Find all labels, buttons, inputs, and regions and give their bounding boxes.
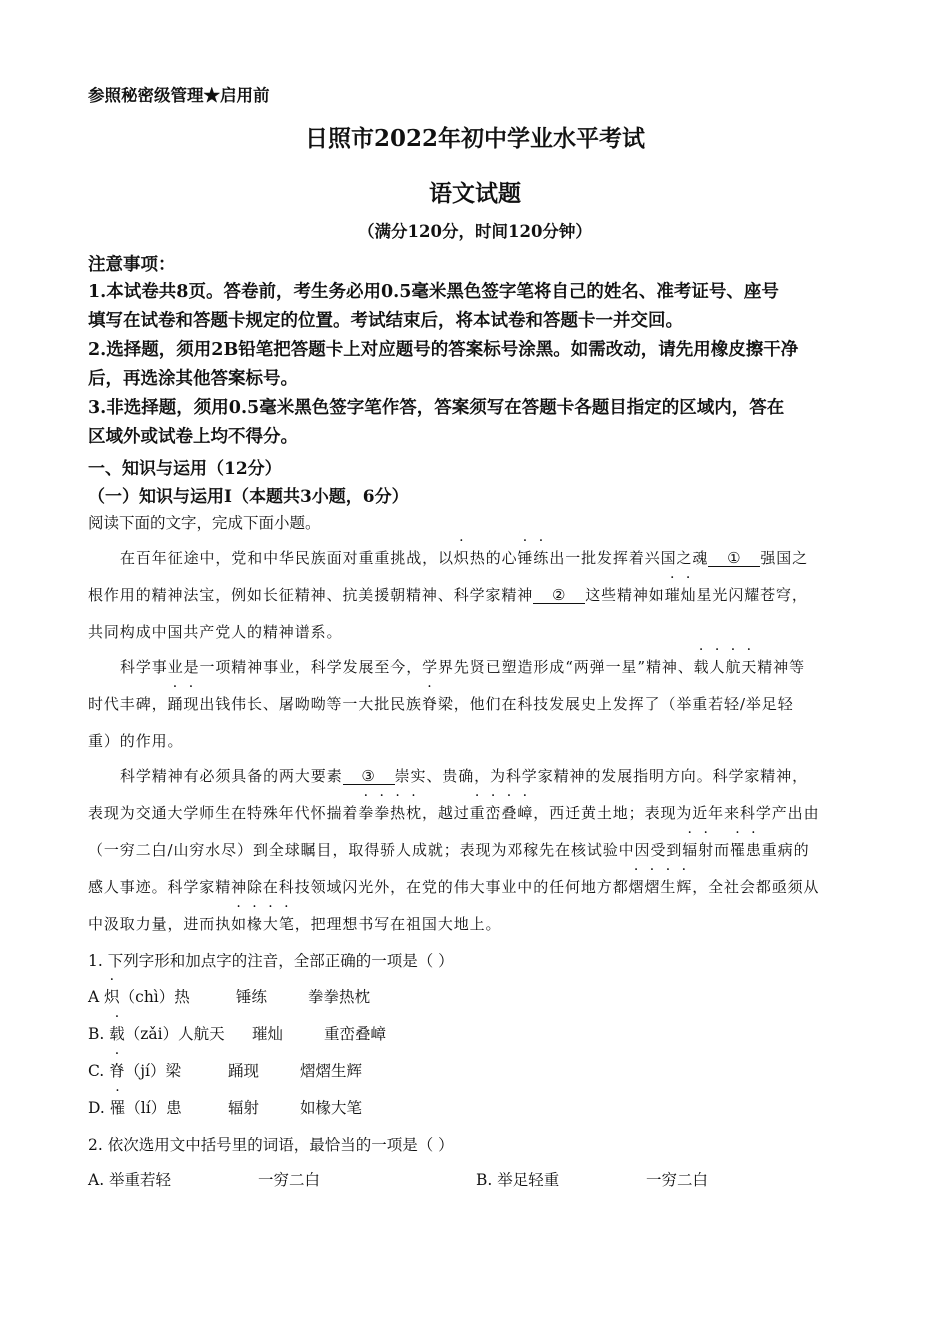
blank-1: ① [708, 550, 760, 567]
text: 出钱伟长、屠呦呦等一大批民族 [199, 695, 422, 713]
dotted-char: 射 [698, 841, 715, 859]
passage-line: 重）的作用。 [88, 732, 184, 750]
option-letter: A [88, 988, 105, 1006]
text: 科学事业是一项精神事业，科学发展至今，学界先贤已塑造形成“两弹一星”精神、 [120, 658, 694, 676]
question-2-stem: 2. 依次选用文中括号里的词语，最恰当的一项是（ ） [88, 1136, 454, 1154]
option-text: （chì）热 [119, 988, 190, 1006]
dotted-char: 大 [262, 915, 279, 933]
dotted-char: 练 [533, 549, 550, 567]
dotted-char: 熠 [628, 878, 645, 896]
text: 这些精神如 [585, 586, 665, 604]
question-1-stem: 1. 下列字形和加点字的注音，全部正确的一项是（ ） [88, 952, 454, 970]
passage-line [120, 656, 805, 677]
passage-line [88, 802, 819, 823]
passage-line [88, 876, 819, 897]
dotted-char: 锤 [517, 549, 534, 567]
dotted-char: 生 [660, 878, 677, 896]
blank-3: ③ [343, 768, 395, 785]
dotted-char: 罹 [729, 841, 746, 859]
dotted-char: 灿 [680, 586, 697, 604]
q1-option-d-word3: 如椽大笔 [300, 1099, 363, 1117]
q2-option-b[interactable]: B. 举足轻重 [476, 1171, 560, 1189]
option-letter: C. [88, 1062, 110, 1080]
subject-title: 语文试题 [429, 180, 521, 207]
text: 根作用的精神法宝，例如长征精神、抗美援朝精神、科学家精神 [88, 586, 534, 604]
text: 时代丰碑， [88, 695, 168, 713]
dotted-char: 拳 [374, 804, 391, 822]
dotted-char: 脊 [421, 695, 438, 713]
dotted-char: 载 [693, 658, 710, 676]
dotted-char: 如 [231, 915, 248, 933]
q1-option-a-word2: 锤练 [236, 988, 268, 1006]
q1-option-d-word2: 辐射 [228, 1099, 260, 1117]
dotted-char: 椽 [247, 915, 263, 933]
dotted-char: 踊 [167, 695, 184, 713]
text: 在百年征途中，党和中华民族面对重重挑战，以 [120, 549, 454, 567]
dotted-char: 脊 [109, 1062, 125, 1080]
option-letter: D. [88, 1099, 110, 1117]
q1-option-a[interactable] [88, 985, 190, 1007]
passage-line [88, 693, 794, 714]
notes-line: 1.本试卷共8页。答卷前，考生务必用0.5毫米黑色签字笔将自己的姓名、准考证号、座号 [88, 282, 779, 302]
text: ，西迁黄土地；表现为近年来科学产出由 [533, 804, 820, 822]
text: 强国之 [760, 549, 809, 567]
text: 精神等 [757, 658, 805, 676]
notes-line: 后，再选涂其他答案标号。 [88, 369, 298, 389]
dotted-char: 峦 [485, 804, 502, 822]
dotted-char: 航 [725, 658, 742, 676]
notes-line: 3.非选择题，须用0.5毫米黑色签字笔作答，答案须写在答题卡各题目指定的区域内，答在 [88, 398, 785, 418]
q2-option-b-word2: 一穷二白 [646, 1171, 709, 1189]
passage-line: 共同构成中国共产党人的精神谱系。 [88, 623, 343, 641]
dotted-char: 天 [741, 658, 758, 676]
text: （一穷二白/山穷水尽）到全球瞩目，取得骄人成就；表现为邓稼先在核试验中因受到 [88, 841, 683, 859]
text: 感人事迹。科学家精神除在科技领域闪光外，在党的伟大事业中的任何地方都 [88, 878, 629, 896]
text: ，全社会都亟须从 [692, 878, 820, 896]
passage-line [120, 547, 808, 568]
q2-option-a-word2: 一穷二白 [258, 1171, 321, 1189]
q1-option-b[interactable] [88, 1022, 225, 1044]
q1-option-b-word3: 重峦叠嶂 [324, 1025, 387, 1043]
score-time: （满分120分，时间120分钟） [358, 222, 592, 241]
text: 星光闪耀苍穹， [696, 586, 808, 604]
dotted-char: 罹 [109, 1099, 126, 1117]
text: 出一批发挥着兴国之魂 [549, 549, 709, 567]
option-text: （lí）患 [125, 1099, 182, 1117]
exam-title: 日照市2022年初中学业水平考试 [304, 125, 645, 152]
notes-line: 区域外或试卷上均不得分。 [88, 427, 298, 447]
dotted-char: 熠 [644, 878, 661, 896]
passage-line [88, 913, 501, 934]
q2-option-a[interactable]: A. 举重若轻 [88, 1171, 172, 1189]
dotted-char: 人 [709, 658, 726, 676]
text: 热的心 [469, 549, 518, 567]
dotted-char: 嶂 [517, 804, 534, 822]
dotted-char: 现 [183, 695, 200, 713]
passage-line [88, 839, 810, 860]
dotted-char: 枕 [406, 804, 422, 822]
dotted-char: 辐 [682, 841, 699, 859]
q1-option-c[interactable] [88, 1059, 181, 1081]
dotted-char: 炽 [453, 549, 470, 567]
dotted-char: 患 [745, 841, 762, 859]
dotted-char: 载 [109, 1025, 125, 1043]
notes-line: 2.选择题，须用2B铅笔把答题卡上对应题号的答案标号涂黑。如需改动，请先用橡皮擦干净 [88, 340, 799, 360]
dotted-char: 拳 [358, 804, 375, 822]
q1-option-c-word3: 熠熠生辉 [300, 1062, 363, 1080]
dotted-char: 辉 [676, 878, 693, 896]
dotted-char: 叠 [501, 804, 518, 822]
part1-heading: 一、知识与运用（12分） [88, 459, 282, 479]
option-text: （jí）梁 [124, 1062, 181, 1080]
text: ，把理想书写在祖国大地上。 [294, 915, 502, 933]
option-letter: B. [88, 1025, 110, 1043]
passage-line [120, 765, 808, 786]
q1-option-c-word2: 踊现 [228, 1062, 260, 1080]
secret-mark: 参照秘密级管理★启用前 [88, 86, 270, 105]
option-text: （zǎi）人航天 [124, 1025, 225, 1043]
text: 表现为交通大学师生在特殊年代怀揣着 [88, 804, 359, 822]
dotted-char: 热 [390, 804, 407, 822]
notes-heading: 注意事项： [88, 255, 176, 275]
notes-line: 填写在试卷和答题卡规定的位置。考试结束后，将本试卷和答题卡一并交回。 [88, 311, 683, 331]
reading-instruction: 阅读下面的文字，完成下面小题。 [88, 514, 321, 532]
text: 重病的 [761, 841, 810, 859]
passage-line [88, 584, 808, 605]
q1-option-b-word2: 璀灿 [252, 1025, 284, 1043]
text: 崇实、贵确，为科学家精神的发展指明方向。科学家精神， [394, 767, 809, 785]
q1-option-a-word3: 拳拳热枕 [308, 988, 371, 1006]
text: 梁，他们在科技发展史上发挥了（举重若轻/举足轻 [437, 695, 794, 713]
text: 中汲取力量，进而执 [88, 915, 232, 933]
part1-subheading: （一）知识与运用Ⅰ（本题共3小题，6分） [88, 487, 409, 507]
dotted-char: 笔 [278, 915, 295, 933]
text: ，越过 [421, 804, 470, 822]
q1-option-d[interactable] [88, 1096, 182, 1118]
text: 而 [714, 841, 730, 859]
dotted-char: 重 [469, 804, 486, 822]
blank-2: ② [533, 587, 585, 604]
text: 科学精神有必须具备的两大要素 [120, 767, 343, 785]
dotted-char: 璀 [664, 586, 681, 604]
dotted-char: 炽 [104, 988, 120, 1006]
